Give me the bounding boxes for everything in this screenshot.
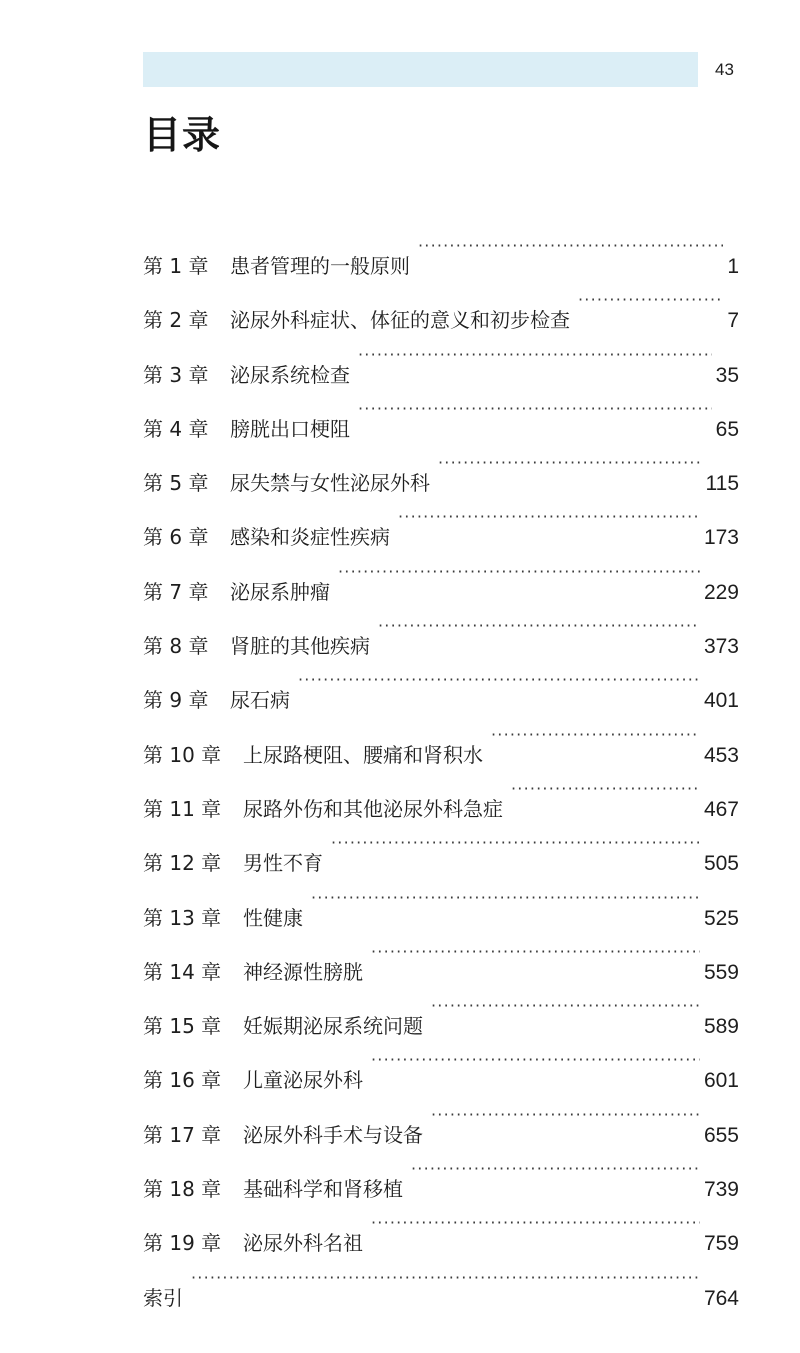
toc-title: 泌尿系肿瘤 [230, 579, 330, 604]
toc-chapter-label: 第 13 章 [143, 905, 222, 930]
toc-leader-dots [338, 545, 700, 599]
toc-leader-dots [491, 708, 700, 762]
toc-leader-dots [431, 979, 700, 1033]
toc-page-number: 655 [703, 1123, 739, 1147]
toc-title: 尿失禁与女性泌尿外科 [230, 471, 430, 496]
toc-leader-dots [578, 273, 723, 327]
toc-entry-index[interactable] [143, 1251, 739, 1310]
toc-leader-dots [358, 382, 712, 436]
toc-chapter-label: 第 1 章 [143, 254, 209, 278]
toc-page-number: 525 [703, 906, 739, 930]
toc-title: 膀胱出口梗阻 [230, 416, 350, 441]
toc-leader-dots [371, 1033, 700, 1087]
toc-chapter-label: 第 9 章 [143, 688, 209, 713]
toc-title: 性健康 [243, 905, 303, 930]
toc-page-number: 173 [703, 526, 739, 550]
toc-leader-dots [431, 1088, 700, 1142]
toc-title: 肾脏的其他疾病 [230, 634, 370, 659]
toc-title: 妊娠期泌尿系统问题 [243, 1014, 423, 1039]
toc-leader-dots [298, 653, 700, 707]
toc-page-number: 559 [703, 960, 739, 984]
toc-chapter-label: 第 16 章 [143, 1068, 222, 1093]
toc-entry-1[interactable] [143, 219, 739, 278]
toc-chapter-label: 第 7 章 [143, 579, 209, 604]
toc-title: 尿石病 [230, 688, 290, 713]
toc-page-number: 7 [727, 309, 739, 333]
toc-chapter-label: 第 8 章 [143, 634, 209, 659]
toc-page-number: 764 [703, 1286, 739, 1310]
toc-page-number: 229 [703, 580, 739, 604]
toc-page-number: 505 [703, 852, 739, 876]
toc-leader-dots [331, 816, 700, 870]
toc-chapter-label: 第 6 章 [143, 525, 209, 550]
toc-leader-dots [418, 219, 723, 273]
toc-leader-dots [358, 328, 712, 382]
toc-page-number: 739 [703, 1178, 739, 1202]
toc-chapter-label: 第 17 章 [143, 1122, 222, 1147]
toc-page-number: 1 [727, 255, 739, 278]
toc-page-number: 589 [703, 1015, 739, 1039]
toc-title: 泌尿外科名祖 [243, 1231, 363, 1256]
toc-chapter-label: 第 15 章 [143, 1014, 222, 1039]
toc-page-number: 115 [705, 472, 739, 496]
toc-leader-dots [371, 925, 700, 979]
toc-chapter-label: 第 2 章 [143, 308, 209, 333]
toc-title: 索引 [143, 1285, 183, 1310]
page-number: 43 [715, 60, 734, 79]
toc-page-number: 373 [703, 635, 739, 659]
toc-title: 泌尿系统检查 [230, 362, 350, 387]
toc-title: 基础科学和肾移植 [243, 1177, 403, 1202]
toc-page-number: 759 [703, 1232, 739, 1256]
toc-chapter-label: 第 4 章 [143, 416, 209, 441]
toc-title: 男性不育 [243, 851, 323, 876]
toc-leader-dots [398, 490, 700, 544]
toc-page-number: 35 [715, 363, 739, 387]
toc-leader-dots [371, 1196, 700, 1250]
toc-page-number: 65 [715, 417, 739, 441]
toc-leader-dots [511, 762, 700, 816]
toc-title: 儿童泌尿外科 [243, 1068, 363, 1093]
toc-title: 神经源性膀胱 [243, 959, 363, 984]
toc-chapter-label: 第 14 章 [143, 959, 222, 984]
toc-title: 泌尿外科手术与设备 [243, 1122, 423, 1147]
toc-chapter-label: 第 5 章 [143, 471, 209, 496]
toc-title: 患者管理的一般原则 [230, 254, 410, 278]
toc-page-number: 401 [703, 689, 739, 713]
header-band [143, 52, 698, 87]
toc-leader-dots [438, 436, 702, 490]
toc-page-number: 601 [703, 1069, 739, 1093]
toc-page-number: 467 [703, 797, 739, 821]
toc-chapter-label: 第 11 章 [143, 796, 222, 821]
toc-title: 感染和炎症性疾病 [230, 525, 390, 550]
toc-chapter-label: 第 10 章 [143, 742, 222, 767]
toc-chapter-label: 第 12 章 [143, 851, 222, 876]
toc-leader-dots [378, 599, 700, 653]
table-of-contents [143, 219, 739, 1310]
toc-leader-dots [311, 871, 700, 925]
toc-title: 尿路外伤和其他泌尿外科急症 [243, 796, 503, 821]
toc-leader-dots [191, 1251, 700, 1305]
toc-chapter-label: 第 19 章 [143, 1231, 222, 1256]
page-title: 目录 [143, 113, 222, 157]
toc-title: 泌尿外科症状、体征的意义和初步检查 [230, 308, 570, 333]
toc-chapter-label: 第 3 章 [143, 362, 209, 387]
toc-title: 上尿路梗阻、腰痛和肾积水 [243, 742, 483, 767]
toc-page-number: 453 [703, 743, 739, 767]
toc-chapter-label: 第 18 章 [143, 1177, 222, 1202]
toc-leader-dots [411, 1142, 700, 1196]
